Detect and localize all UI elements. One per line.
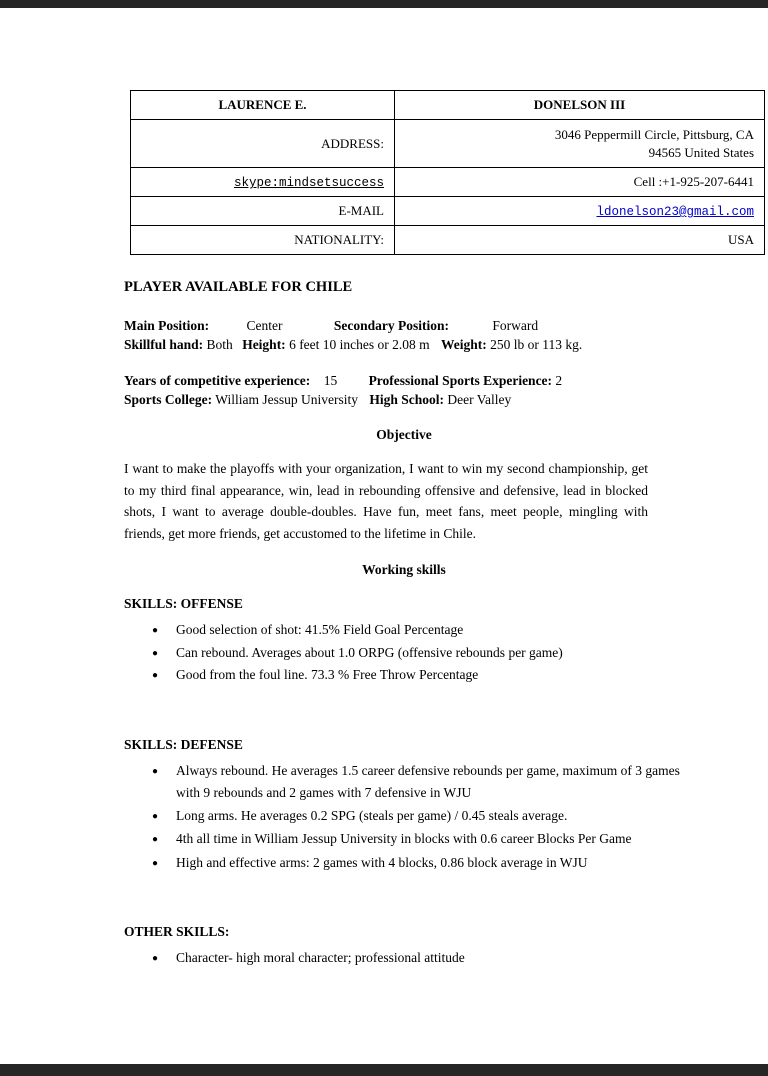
defense-title: SKILLS: DEFENSE [124, 736, 243, 752]
years-experience-value: 15 [323, 373, 338, 389]
table-row [131, 91, 765, 120]
list-item [152, 664, 682, 687]
height-label: Height: [242, 337, 286, 353]
bullet-icon: ● [152, 953, 159, 965]
secondary-position-value: Forward [492, 318, 539, 334]
contact-table [130, 90, 765, 255]
nationality-label: NATIONALITY: [131, 226, 395, 255]
physical-line [124, 335, 724, 354]
skillful-hand-value: Both [206, 337, 233, 353]
defense-item: 4th all time in William Jessup University in blocks with 0.6 career Blocks Per Game [176, 831, 632, 847]
bullet-icon: ● [152, 670, 159, 682]
resume-body [124, 279, 724, 970]
offense-title: SKILLS: OFFENSE [124, 596, 243, 612]
bullet-icon: ● [152, 647, 159, 659]
bullet-icon: ● [152, 810, 159, 822]
headline: PLAYER AVAILABLE FOR CHILE [124, 279, 353, 296]
pro-experience-label: Professional Sports Experience: [368, 373, 553, 389]
offense-item: Can rebound. Averages about 1.0 ORPG (offensive rebounds per game) [176, 644, 563, 660]
email-link[interactable]: ldonelson23@gmail.com [596, 205, 754, 220]
email-label: E-MAIL [131, 197, 395, 226]
bullet-icon: ● [152, 834, 159, 846]
other-skills-title: OTHER SKILLS: [124, 924, 230, 940]
college-label: Sports College: [124, 392, 213, 408]
weight-label: Weight: [441, 337, 487, 353]
other-skills-item: Character- high moral character; professional attitude [176, 950, 465, 966]
main-position-label: Main Position: [124, 318, 210, 334]
bullet-icon: ● [152, 765, 159, 777]
list-item [152, 619, 682, 642]
defense-item: High and effective arms: 2 games with 4 blocks, 0.86 block average in WJU [176, 854, 588, 870]
resume-page [0, 90, 768, 1064]
positions-line [124, 316, 724, 335]
defense-item: Always rebound. He averages 1.5 career defensive rebounds per game, maximum of 3 games with 9 rebounds and 2 games with 7 defensive in WJU [176, 762, 680, 800]
list-item [152, 642, 682, 665]
high-school-label: High School: [369, 392, 444, 408]
list-item [152, 947, 682, 970]
objective-text: I want to make the playoffs with your organization, I want to win my second championship, get to my third final appearance, win, lead in rebounding offensive and defensive, lead in blocked shots, I want to average double-doubles. Have fun, meet fans, meet people, mingling with friends, get more friends, get accustomed to the lifetime in Chile. [124, 461, 648, 541]
email-cell [395, 197, 765, 226]
bottom-border-bar [0, 1064, 768, 1076]
last-name: DONELSON III [395, 91, 765, 120]
bullet-icon: ● [152, 625, 159, 637]
experience-line [124, 371, 724, 390]
defense-item: Long arms. He averages 0.2 SPG (steals per game) / 0.45 steals average. [176, 807, 568, 823]
skype-cell [131, 168, 395, 197]
weight-value: 250 lb or 113 kg. [490, 337, 583, 353]
high-school-value: Deer Valley [447, 392, 512, 408]
list-item [152, 760, 682, 804]
skype-link[interactable]: skype:mindsetsuccess [233, 176, 384, 191]
address-line-2: 94565 United States [648, 144, 754, 160]
address-label: ADDRESS: [131, 120, 395, 168]
secondary-position-label: Secondary Position: [333, 318, 450, 334]
college-value: William Jessup University [215, 392, 358, 408]
height-value: 6 feet 10 inches or 2.08 m [289, 337, 430, 353]
skillful-hand-label: Skillful hand: [124, 337, 204, 353]
main-position-value: Center [246, 318, 283, 334]
address-value [395, 120, 765, 168]
offense-item: Good selection of shot: 41.5% Field Goal Percentage [176, 622, 464, 638]
objective-title: Objective [376, 427, 432, 443]
working-skills-title: Working skills [362, 562, 446, 578]
table-row [131, 168, 765, 197]
other-skills-list [124, 947, 724, 970]
years-experience-label: Years of competitive experience: [124, 373, 311, 389]
table-row [131, 120, 765, 168]
education-line [124, 390, 724, 409]
bullet-icon: ● [152, 857, 159, 869]
cell-phone: Cell :+1-925-207-6441 [395, 168, 765, 197]
offense-list [124, 619, 724, 687]
defense-list [124, 760, 724, 875]
list-item [152, 805, 682, 828]
first-name: LAURENCE E. [131, 91, 395, 120]
list-item [152, 852, 682, 875]
table-row [131, 226, 765, 255]
pro-experience-value: 2 [555, 373, 563, 389]
top-border-bar [0, 0, 768, 8]
table-row [131, 197, 765, 226]
list-item [152, 828, 682, 851]
nationality-value: USA [395, 226, 765, 255]
offense-item: Good from the foul line. 73.3 % Free Throw Percentage [176, 667, 479, 683]
address-line-1: 3046 Peppermill Circle, Pittsburg, CA [554, 127, 754, 142]
